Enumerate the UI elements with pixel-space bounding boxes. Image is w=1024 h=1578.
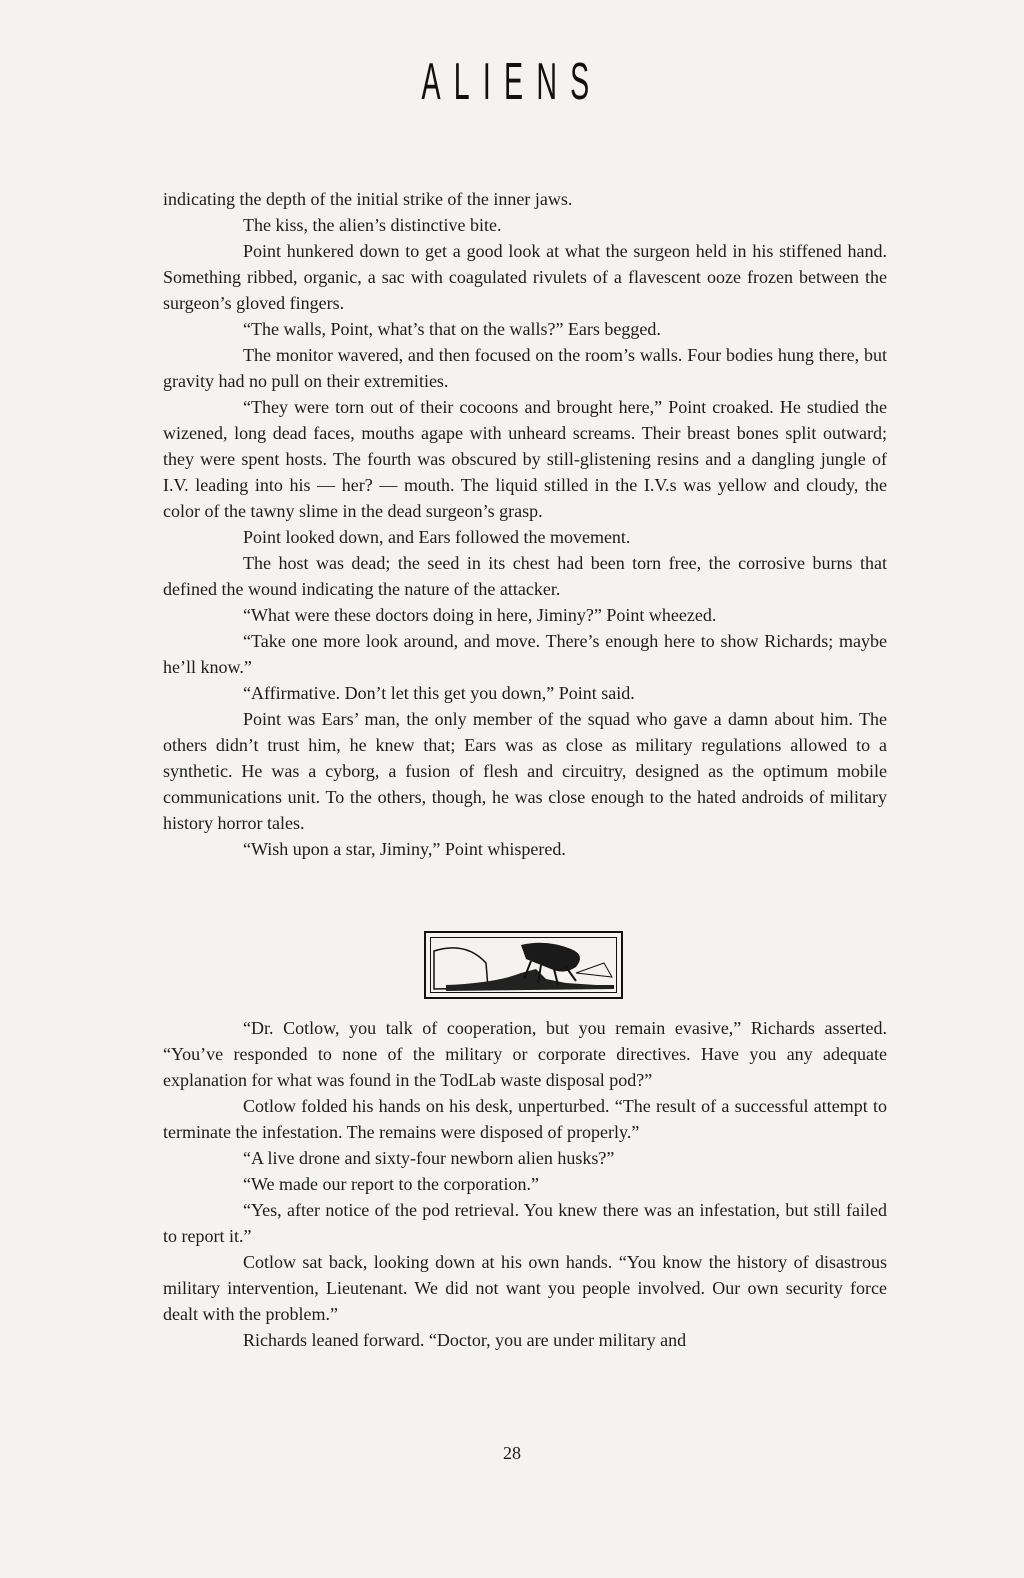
- paragraph: Cotlow folded his hands on his desk, unperturbed. “The result of a successful attempt to terminate the infestation. The remains were disposed of properly.”: [163, 1096, 887, 1142]
- paragraph: “A live drone and sixty-four newborn alien husks?”: [243, 1148, 615, 1168]
- text-block-bottom: [163, 1015, 887, 1353]
- paragraph: Point looked down, and Ears followed the movement.: [243, 527, 631, 547]
- text-block-top: [163, 186, 887, 862]
- page-number: 28: [503, 1443, 521, 1463]
- paragraph: “The walls, Point, what’s that on the walls?” Ears begged.: [243, 319, 661, 339]
- paragraph: “Yes, after notice of the pod retrieval. You knew there was an infestation, but still failed to report it.”: [163, 1200, 887, 1246]
- paragraph: Richards leaned forward. “Doctor, you are under military and: [243, 1330, 687, 1350]
- paragraph: The host was dead; the seed in its chest had been torn free, the corrosive burns that defined the wound indicating the nature of the attacker.: [163, 553, 887, 599]
- section-divider-illustration: [424, 931, 623, 999]
- paragraph: “Dr. Cotlow, you talk of cooperation, but you remain evasive,” Richards asserted. “You’ve responded to none of the military or corporate directives. Have you any adequate explanation for what was found in the TodLab waste disposal pod?”: [163, 1018, 887, 1090]
- paragraph: indicating the depth of the initial strike of the inner jaws.: [163, 189, 573, 209]
- paragraph: “Affirmative. Don’t let this get you down,” Point said.: [243, 683, 635, 703]
- paragraph: “Take one more look around, and move. There’s enough here to show Richards; maybe he’ll know.”: [163, 631, 887, 677]
- alien-silhouette-icon: [426, 933, 625, 1001]
- paragraph: The monitor wavered, and then focused on the room’s walls. Four bodies hung there, but gravity had no pull on their extremities.: [163, 345, 887, 391]
- paragraph: The kiss, the alien’s distinctive bite.: [243, 215, 502, 235]
- paragraph: Point hunkered down to get a good look at what the surgeon held in his stiffened hand. Something ribbed, organic, a sac with coagulated rivulets of a flavescent ooze frozen between the surgeon’s gloved fingers.: [163, 241, 887, 313]
- paragraph: Point was Ears’ man, the only member of the squad who gave a damn about him. The others didn’t trust him, he knew that; Ears was as close as military regulations allowed to a synthetic. He was a cyborg, a fusion of flesh and circuitry, designed as the optimum mobile communications unit. To the others, though, he was close enough to the hated androids of military history horror tales.: [163, 709, 887, 833]
- paragraph: “They were torn out of their cocoons and brought here,” Point croaked. He studied the wizened, long dead faces, mouths agape with unheard screams. Their breast bones split outward; they were spent hosts. The fourth was obscured by still-glistening resins and a dangling jungle of I.V. leading into his — her? — mouth. The liquid stilled in the I.V.s was yellow and cloudy, the color of the tawny slime in the dead surgeon’s grasp.: [163, 397, 887, 521]
- paragraph: “What were these doctors doing in here, Jiminy?” Point wheezed.: [243, 605, 717, 625]
- paragraph: “Wish upon a star, Jiminy,” Point whispered.: [243, 839, 566, 859]
- running-header: ALIENS: [421, 53, 603, 111]
- paragraph: “We made our report to the corporation.”: [243, 1174, 539, 1194]
- paragraph: Cotlow sat back, looking down at his own hands. “You know the history of disastrous military intervention, Lieutenant. We did not want you people involved. Our own security force dealt with the problem.”: [163, 1252, 887, 1324]
